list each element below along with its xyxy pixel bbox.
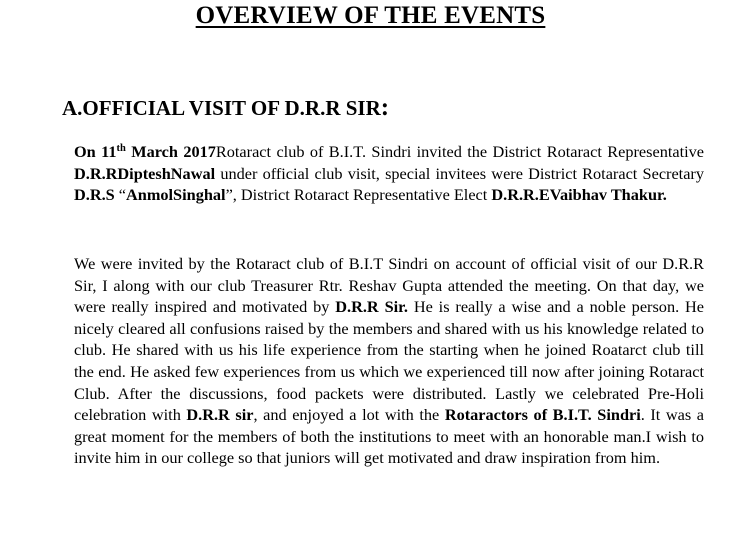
section-heading-text: A.OFFICIAL VISIT OF D.R.R SIR — [62, 96, 381, 120]
page-title: OVERVIEW OF THE EVENTS — [195, 2, 546, 29]
rotaractors-bold: Rotaractors of B.I.T. Sindri — [444, 405, 641, 425]
drr-sir-bold-1: D.R.R Sir. — [335, 297, 408, 317]
paragraph-visit-details — [74, 253, 704, 469]
paragraph1-text-4: ”, District Rotaract Representative Elect — [225, 185, 492, 205]
drr-sir-bold-2: D.R.R sir — [186, 405, 254, 425]
date-on: On 11 — [74, 142, 117, 161]
paragraph2-text-1: We were invited by the Rotaract club of B.I.T Sindri on account of official visit of our D.R.R Sir, I along with our club Treasurer Rtr. Reshav Gupta attended the meeting. On that day, we were really inspired and motivated by — [74, 254, 704, 317]
drre-name: D.R.R.EVaibhav Thakur. — [491, 185, 667, 205]
section-heading — [62, 94, 389, 122]
paragraph-visit-invitation — [74, 141, 704, 206]
paragraph2-text-2: He is really a wise and a noble person. He nicely cleared all confusions raised by the members and shared with us his knowledge related to club. He shared with us his life experience from the starting when he joined Roatarct club till the end. He asked few experiences from us which we experienced till now after joining Rotaract Club. After the discussions, food packets were distributed. Lastly we celebrated Pre-Holi celebration with — [74, 297, 705, 425]
paragraph1-text-2: under official club visit, special invitees were District Rotaract Secretary — [215, 163, 704, 183]
paragraph1-text-3: “ — [114, 185, 127, 205]
paragraph1-text-1: Rotaract club of B.I.T. Sindri invited the District Rotaract Representative — [215, 142, 704, 161]
date-rest: March 2017 — [125, 142, 216, 161]
drs-title: D.R.S — [74, 185, 115, 205]
paragraph2-text-4: . It was a great moment for the members of both the institutions to meet with an honorable man.I wish to invite him in our college so that juniors will get motivated and draw inspiration from him. — [74, 405, 705, 468]
section-heading-colon: : — [380, 94, 390, 121]
drr-name: D.R.RDipteshNawal — [74, 163, 216, 183]
secretary-name: AnmolSinghal — [126, 185, 226, 205]
paragraph2-text-3: , and enjoyed a lot with the — [253, 405, 445, 425]
date-ordinal: th — [116, 143, 126, 154]
